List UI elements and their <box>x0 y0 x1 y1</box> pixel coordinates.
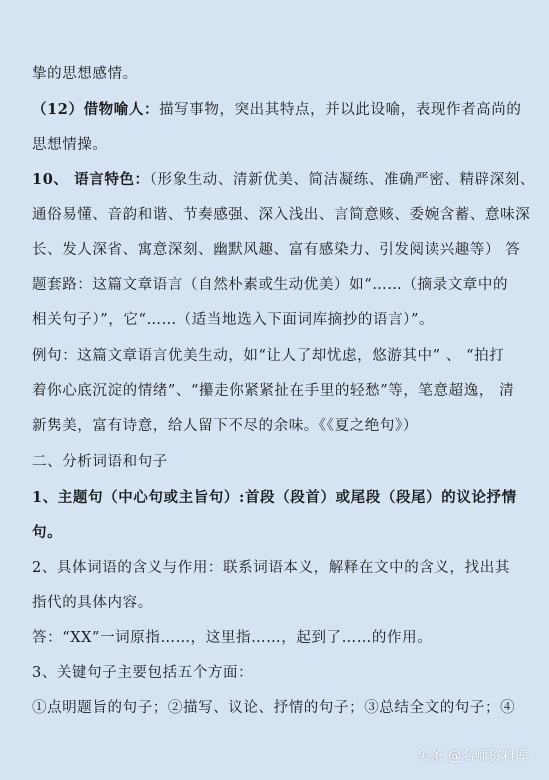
text-line: 挚的思想感情。 <box>32 66 138 82</box>
text-line: 新隽美，富有诗意，给人留下不尽的余味。《《夏之绝句》） <box>32 418 418 434</box>
text-line: 2、具体词语的含义与作用：联系词语本义，解释在文中的含义，找出其 <box>32 560 510 576</box>
watermark: 头条 @名师资料库 <box>416 749 529 764</box>
text-line: 1、主题句（中心句或主旨句）:首段（段首）或尾段（段尾）的议论抒情 <box>32 489 517 506</box>
text-line <box>32 100 533 120</box>
heading-label: （12）借物喻人： <box>32 101 160 118</box>
text-line: 指代的具体内容。 <box>32 595 153 611</box>
heading-label: 10、 语言特色： <box>32 171 150 188</box>
section-heading: 二、分析词语和句子 <box>32 454 168 470</box>
text-line <box>32 170 533 190</box>
text-line: 思想情操。 <box>32 137 108 153</box>
text-span: 描写事物，突出其特点，并以此设喻，表现作者高尚的 <box>159 102 522 118</box>
text-line: 题套路：这篇文章语言（自然朴素或生动优美）如“……（摘录文章中的 <box>32 277 509 293</box>
text-span: （形象生动、清新优美、简洁凝练、准确严密、精辟深刻、 <box>149 172 535 188</box>
text-line: 相关句子）”，它“……（适当地选入下面词库摘抄的语言）”。 <box>32 312 435 328</box>
text-line: ①点明题旨的句子；②描写、议论、抒情的句子；③总结全文的句子；④ <box>32 700 516 716</box>
text-line: 例句：这篇文章语言优美生动，如“让人了却忧虑，悠游其中” 、 “拍打 <box>32 348 505 364</box>
text-line: 长、发人深省、寓意深刻、幽默风趣、富有感染力、引发阅读兴趣等） 答 <box>32 242 521 258</box>
text-line: 答：“XX”一词原指……，这里指……，起到了……的作用。 <box>32 630 433 646</box>
text-line: 着你心底沉淀的情绪”、“攥走你紧紧扯在手里的轻愁”等，笔意超逸， 清 <box>32 383 515 399</box>
text-line: 3、关键句子主要包括五个方面： <box>32 665 254 681</box>
text-line: 通俗易懂、音韵和谐、节奏感强、深入浅出、言简意赅、委婉含蓄、意味深 <box>32 207 531 223</box>
text-line: 句。 <box>32 524 63 541</box>
